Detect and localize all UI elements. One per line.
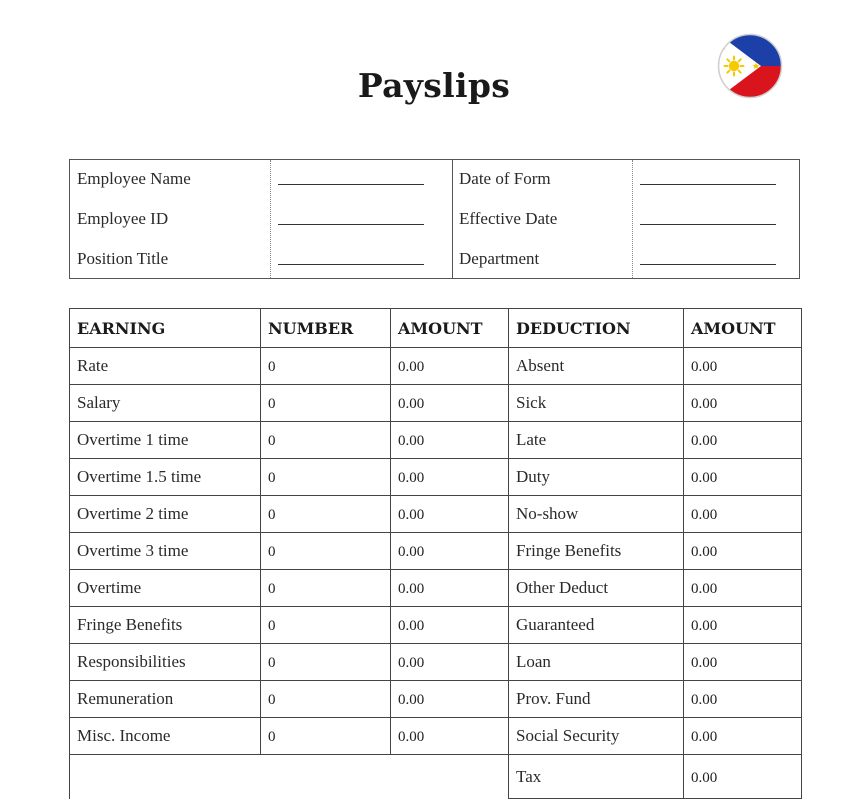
deduction-amount-cell[interactable]: 0.00 — [684, 644, 802, 681]
page-title: Payslips — [357, 66, 511, 105]
deduction-cell: Guaranteed — [509, 607, 684, 644]
amount-cell[interactable]: 0.00 — [391, 459, 509, 496]
earning-header: EARNING — [70, 309, 261, 348]
employee-name-field[interactable] — [278, 184, 424, 185]
table-row — [70, 496, 802, 533]
deduction-amount-cell[interactable]: 0.00 — [684, 459, 802, 496]
table-row — [70, 422, 802, 459]
table-row — [70, 644, 802, 681]
table-row — [70, 607, 802, 644]
sun-icon — [725, 57, 744, 76]
number-cell[interactable]: 0 — [261, 385, 391, 422]
position-title-label: Position Title — [77, 249, 169, 268]
number-cell[interactable]: 0 — [261, 533, 391, 570]
deduction-amount-header: AMOUNT — [684, 309, 802, 348]
position-title-field[interactable] — [278, 264, 424, 265]
amount-cell[interactable]: 0.00 — [391, 570, 509, 607]
date-of-form-field[interactable] — [640, 184, 776, 185]
effective-date-field[interactable] — [640, 224, 776, 225]
divider — [270, 160, 271, 278]
amount-cell[interactable]: 0.00 — [391, 644, 509, 681]
employee-id-label: Employee ID — [77, 209, 169, 228]
earning-cell: Responsibilities — [70, 644, 261, 681]
department-label: Department — [459, 249, 540, 268]
department-field[interactable] — [640, 264, 776, 265]
deduction-amount-cell[interactable]: 0.00 — [684, 681, 802, 718]
deduction-cell: Absent — [509, 348, 684, 385]
payslip-table — [69, 308, 802, 799]
deduction-amount-cell[interactable]: 0.00 — [684, 755, 802, 799]
amount-cell[interactable]: 0.00 — [391, 348, 509, 385]
number-cell[interactable]: 0 — [261, 496, 391, 533]
table-row — [70, 718, 802, 755]
deduction-cell: No-show — [509, 496, 684, 533]
number-cell[interactable]: 0 — [261, 681, 391, 718]
amount-cell[interactable]: 0.00 — [391, 718, 509, 755]
date-of-form-label: Date of Form — [459, 169, 551, 188]
deduction-amount-cell[interactable]: 0.00 — [684, 422, 802, 459]
table-row — [70, 681, 802, 718]
effective-date-label: Effective Date — [459, 209, 558, 228]
amount-cell[interactable]: 0.00 — [391, 385, 509, 422]
deduction-amount-cell[interactable]: 0.00 — [684, 607, 802, 644]
table-row — [70, 570, 802, 607]
number-header: NUMBER — [261, 309, 391, 348]
deduction-cell: Duty — [509, 459, 684, 496]
table-header-row — [70, 309, 802, 348]
earning-cell: Overtime 1.5 time — [70, 459, 261, 496]
amount-cell[interactable]: 0.00 — [391, 422, 509, 459]
amount-cell[interactable]: 0.00 — [391, 681, 509, 718]
deduction-cell: Other Deduct — [509, 570, 684, 607]
amount-cell[interactable]: 0.00 — [391, 496, 509, 533]
table-row — [70, 385, 802, 422]
deduction-cell: Prov. Fund — [509, 681, 684, 718]
employee-name-label: Employee Name — [77, 169, 191, 188]
number-cell[interactable]: 0 — [261, 607, 391, 644]
earning-cell: Rate — [70, 348, 261, 385]
earning-cell: Overtime — [70, 570, 261, 607]
deduction-amount-cell[interactable]: 0.00 — [684, 533, 802, 570]
deduction-cell: Fringe Benefits — [509, 533, 684, 570]
divider — [452, 160, 453, 278]
number-cell[interactable]: 0 — [261, 459, 391, 496]
earning-cell: Misc. Income — [70, 718, 261, 755]
deduction-cell: Tax — [509, 755, 684, 799]
earning-cell: Overtime 3 time — [70, 533, 261, 570]
earning-cell: Overtime 2 time — [70, 496, 261, 533]
amount-cell[interactable]: 0.00 — [391, 533, 509, 570]
deduction-amount-cell[interactable]: 0.00 — [684, 496, 802, 533]
deduction-amount-cell[interactable]: 0.00 — [684, 348, 802, 385]
number-cell[interactable]: 0 — [261, 718, 391, 755]
philippines-flag-icon — [717, 33, 783, 99]
empty-cell — [70, 755, 509, 799]
earning-cell: Fringe Benefits — [70, 607, 261, 644]
deduction-cell: Sick — [509, 385, 684, 422]
earning-cell: Overtime 1 time — [70, 422, 261, 459]
deduction-cell: Loan — [509, 644, 684, 681]
deduction-amount-cell[interactable]: 0.00 — [684, 385, 802, 422]
amount-header: AMOUNT — [391, 309, 509, 348]
table-row — [70, 755, 802, 799]
number-cell[interactable]: 0 — [261, 644, 391, 681]
earning-cell: Salary — [70, 385, 261, 422]
deduction-header: DEDUCTION — [509, 309, 684, 348]
number-cell[interactable]: 0 — [261, 348, 391, 385]
table-row — [70, 533, 802, 570]
earning-cell: Remuneration — [70, 681, 261, 718]
deduction-cell: Late — [509, 422, 684, 459]
table-row — [70, 459, 802, 496]
amount-cell[interactable]: 0.00 — [391, 607, 509, 644]
employee-info-box — [69, 159, 800, 279]
deduction-amount-cell[interactable]: 0.00 — [684, 718, 802, 755]
deduction-amount-cell[interactable]: 0.00 — [684, 570, 802, 607]
divider — [632, 160, 633, 278]
number-cell[interactable]: 0 — [261, 422, 391, 459]
deduction-cell: Social Security — [509, 718, 684, 755]
number-cell[interactable]: 0 — [261, 570, 391, 607]
employee-id-field[interactable] — [278, 224, 424, 225]
table-row — [70, 348, 802, 385]
